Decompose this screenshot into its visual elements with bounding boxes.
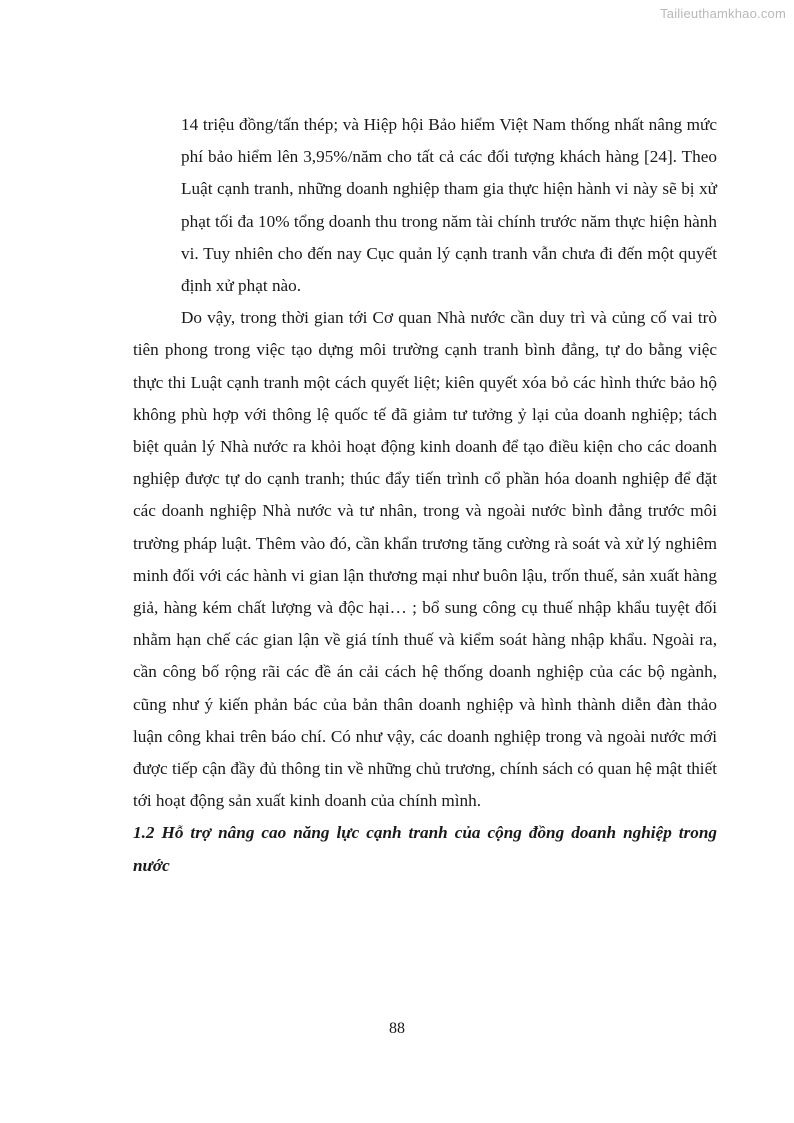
paragraph-continued: 14 triệu đồng/tấn thép; và Hiệp hội Bảo hiểm Việt Nam thống nhất nâng mức phí bảo hiểm lên 3,95%/năm cho tất cả các đối tượng khách hàng [24]. Theo Luật cạnh tranh, những doanh nghiệp tham gia thực hiện hành vi này sẽ bị xử phạt tối đa 10% tổng doanh thu trong năm tài chính trước năm thực hiện hành vi. Tuy nhiên cho đến nay Cục quản lý cạnh tranh vẫn chưa đi đến một quyết định xử phạt nào.	[181, 115, 717, 296]
watermark: Tailieuthamkhao.com	[660, 6, 786, 21]
paragraph: Do vậy, trong thời gian tới Cơ quan Nhà nước cần duy trì và củng cố vai trò tiên phong trong việc tạo dựng môi trường cạnh tranh bình đẳng, tự do bằng việc thực thi Luật cạnh tranh một cách quyết liệt; kiên quyết xóa bỏ các hình thức bảo hộ không phù hợp với thông lệ quốc tế đã giảm tư tưởng ỷ lại của doanh nghiệp; tách biệt quản lý Nhà nước ra khỏi hoạt động kinh doanh để tạo điều kiện cho các doanh nghiệp được tự do cạnh tranh; thúc đẩy tiến trình cổ phần hóa doanh nghiệp để đặt các doanh nghiệp Nhà nước và tư nhân, trong và ngoài nước bình đẳng trước môi trường pháp luật. Thêm vào đó, cần khẩn trương tăng cường rà soát và xử lý nghiêm minh đối với các hành vi gian lận thương mại như buôn lậu, trốn thuế, sản xuất hàng giả, hàng kém chất lượng và độc hại… ; bổ sung công cụ thuế nhập khẩu tuyệt đối nhằm hạn chế các gian lận về giá tính thuế và kiểm soát hàng nhập khẩu. Ngoài ra, cần công bố rộng rãi các đề án cải cách hệ thống doanh nghiệp của các bộ ngành, cũng như ý kiến phản bác của bản thân doanh nghiệp và hình thành diễn đàn thảo luận công khai trên báo chí. Có như vậy, các doanh nghiệp trong và ngoài nước mới được tiếp cận đầy đủ thông tin về những chủ trương, chính sách có quan hệ mật thiết tới hoạt động sản xuất kinh doanh của chính mình.	[133, 308, 717, 811]
section-heading: 1.2 Hỗ trợ nâng cao năng lực cạnh tranh của cộng đồng doanh nghiệp trong nước	[133, 823, 717, 875]
document-body	[133, 109, 717, 882]
page-number: 88	[389, 1020, 405, 1037]
